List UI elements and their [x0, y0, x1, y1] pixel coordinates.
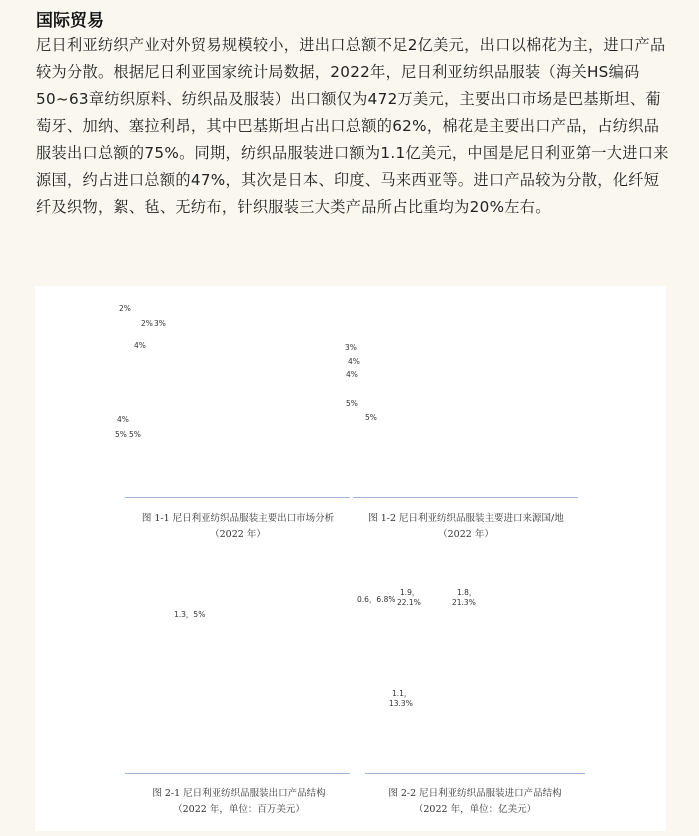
label-other-textile-import-1: 1.1， [392, 689, 412, 698]
label-bulgaria: 2% [119, 304, 131, 313]
label-turkey: 5% [346, 399, 358, 408]
label-vietnam: 4% [348, 357, 360, 366]
label-other-export: 4.7，20% [148, 642, 185, 651]
caption-fig3-year: （2022 年，单位：百万美元） [173, 804, 305, 815]
label-fiber-export: 1.3，5% [174, 610, 206, 619]
label-felt-import-1: 1.6， [470, 640, 490, 649]
label-fiber-import-2: 21.3% [452, 598, 476, 607]
label-japan: 4% [134, 341, 146, 350]
figure-panel [35, 286, 666, 831]
label-fiber-import-1: 1.8， [457, 588, 477, 597]
label-others: 13% [185, 345, 202, 354]
caption-fig4-year: （2022 年，单位：亿美元） [413, 804, 537, 815]
label-china: 2% [141, 319, 153, 328]
label-congo: 3% [154, 319, 166, 328]
divider-fig2 [353, 497, 578, 498]
caption-fig4-title: 图 2-2 尼日利亚纺织品服装进口产品结构 [388, 788, 562, 799]
caption-fig1 [123, 511, 353, 543]
label-other-textile-import-2: 13.3% [389, 699, 413, 708]
label-sierra-leone: 4% [117, 415, 129, 424]
section-heading: 国际贸易 [36, 11, 104, 31]
caption-fig2 [350, 511, 582, 543]
label-usa: 4% [346, 370, 358, 379]
divider-fig1 [125, 497, 350, 498]
chart-import-products [340, 582, 515, 742]
label-malaysia: 5% [365, 413, 377, 422]
chart-export-products [130, 586, 290, 706]
caption-fig1-year: （2022 年） [210, 529, 266, 540]
label-others-import-prod-1: 1.9， [400, 588, 420, 597]
label-cotton-export: 18.1，75% [212, 650, 253, 659]
label-japan-import: 8% [426, 395, 438, 404]
label-felt-import-2: 19.1% [465, 650, 489, 659]
chart-export-markets [35, 286, 355, 496]
divider-fig3 [125, 773, 350, 774]
label-pakistan: 62% [247, 375, 264, 384]
label-knit-import-2: 17.3% [432, 661, 456, 670]
caption-fig1-title: 图 1-1 尼日利亚纺织品服装主要出口市场分析 [141, 513, 335, 524]
caption-fig3 [123, 786, 355, 818]
caption-fig2-title: 图 1-2 尼日利亚纺织品服装主要进口来源国/地 [368, 513, 564, 524]
label-others-import: 18% [438, 347, 455, 356]
label-knit-import-1: 1.5， [437, 651, 457, 660]
label-portugal: 5% [129, 430, 141, 439]
chart-import-sources [340, 286, 550, 496]
label-others-import-prod-2: 22.1% [397, 598, 421, 607]
caption-fig4 [357, 786, 593, 818]
divider-fig4 [365, 773, 585, 774]
body-paragraph: 尼日利亚纺织产业对外贸易规模较小，进出口总额不足2亿美元，出口以棉花为主，进口产品较为分散。根据尼日利亚国家统计局数据，2022年，尼日利亚纺织品服装（海关HS编码50~63章纺织原料、纺织品及服装）出口额仅为472万美元，主要出口市场是巴基斯坦、葡萄牙、加纳、塞拉利昂，其中巴基斯坦占出口总额的62%，棉花是主要出口产品，占纺织品服装出口总额的75%。同期，纺织品服装进口额为1.1亿美元，中国是尼日利亚第一大进口来源国，约占进口总额的47%，其次是日本、印度、马来西亚等。进口产品较为分散，化纤短纤及织物，絮、毡、无纺布，针织服装三大类产品所占比重均为20%左右。 [36, 36, 669, 216]
label-india: 6% [400, 392, 412, 401]
label-china-import: 47% [515, 358, 532, 367]
label-ghana: 5% [115, 430, 127, 439]
caption-fig2-year: （2022 年） [438, 529, 494, 540]
caption-fig3-title: 图 2-1 尼日利亚纺织品服装出口产品结构 [152, 788, 326, 799]
label-egypt: 3% [345, 343, 357, 352]
label-coated-import: 0.6，6.8% [357, 595, 396, 604]
